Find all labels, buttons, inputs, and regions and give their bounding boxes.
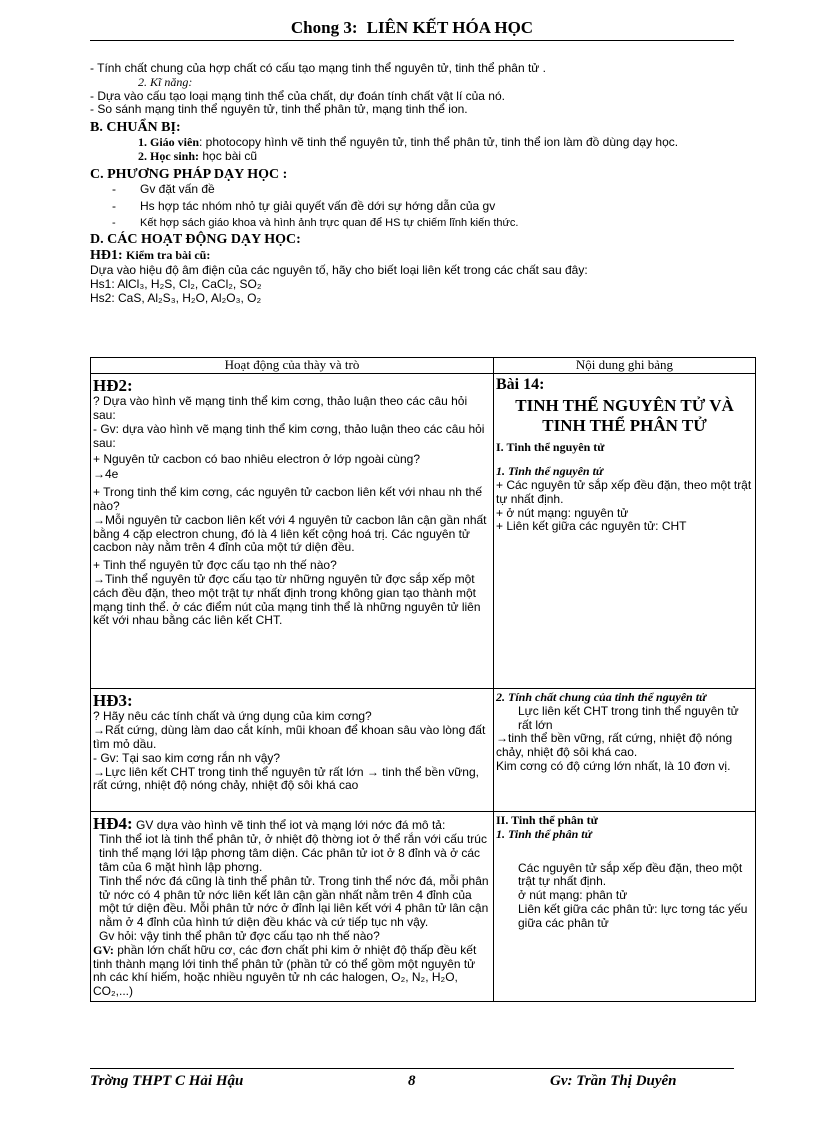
- table-row: [91, 688, 756, 811]
- hd2-text: + Nguyên tử cacbon có bao nhiêu electron ở lớp ngoài cùng?: [93, 451, 420, 466]
- col-activities-header: Hoạt động của thày và trò: [91, 358, 494, 374]
- hd4-text: Tinh thể nớc đá cũng là tinh thể phân tử. Trong tinh thể nớc đá, mỗi phân tử nớc có 4 phân tử nớc liên kết lân cận gần nhất nằm trên 4 đỉnh của một tứ diện đều. Mỗi phân tử nớc ở đỉnh lại liên kết với 4 phân tử lân cận nằm ở 4 đỉnh của hình tứ diện đều khác và cứ tiếp tục nh vậy.: [99, 873, 489, 930]
- content-line: + ở nút mạng: nguyên tử: [496, 505, 629, 520]
- hd3-label: HĐ3:: [93, 690, 133, 710]
- gv-text: phần lớn chất hữu cơ, các đơn chất phi kim ở nhiệt độ thấp đều kết tinh thành mạng lới tinh thể phân tử (phần tử có thể gồm một nguyên tử nh các khí hiếm, hoặc nhiều nguyên tử nh các halogen, O₂, N₂, H₂O, CO₂,...): [93, 942, 477, 999]
- hd2-text: + Trong tinh thể kim cơng, các nguyên tử cacbon liên kết với nhau nh thế nào?: [93, 485, 482, 514]
- hd1-title: Kiểm tra bài cũ:: [126, 248, 211, 263]
- student-prep: [90, 150, 740, 164]
- hd1-line: [90, 248, 740, 264]
- hd1-question: Dựa vào hiệu độ âm điện của các nguyên tố, hãy cho biết loại liên kết trong các chất sau đây:: [90, 263, 588, 278]
- lesson-cell-2: [494, 688, 756, 811]
- section-heading: II. Tinh thể phân tử: [496, 812, 598, 827]
- intro-line: - So sánh mạng tinh thể nguyên tử, tinh thể phân tử, mạng tinh thể ion.: [90, 102, 468, 117]
- table-row: [91, 373, 756, 688]
- activities-heading: D. CÁC HOẠT ĐỘNG DẠY HỌC:: [90, 232, 301, 248]
- lesson-cell-3: [494, 811, 756, 1001]
- chapter-title: LIÊN KẾT HÓA HỌC: [366, 18, 534, 37]
- hd2-answer: → Tinh thể nguyên tử đợc cấu tạo từ những nguyên tử đợc sắp xếp một cách đều đặn, theo một trật tự nhất định trong không gian tạo thành một mạng tinh thể. ở các điểm nút của mạng tinh thể là những nguyên tử liên kết với nhau bằng các liên kết CHT.: [93, 573, 491, 628]
- hd2-text: + Tinh thể nguyên tử đợc cấu tạo nh thế nào?: [93, 558, 337, 573]
- content-line: Lực liên kết CHT trong tinh thể nguyên tử rất lớn: [518, 703, 739, 732]
- hd1-hs1: Hs1: AlCl₃, H₂S, Cl₂, CaCl₂, SO₂: [90, 277, 262, 292]
- content-line: Liên kết giữa các phân tử: lực tơng tác yếu giữa các phân tử: [518, 901, 748, 930]
- hd3-text: ? Hãy nêu các tính chất và ứng dụng của kim cơng?: [93, 709, 372, 724]
- lesson-number: Bài 14:: [496, 375, 545, 393]
- student-label: 2. Học sinh:: [138, 149, 200, 164]
- intro-section: [90, 62, 740, 306]
- hd4-cell: [91, 811, 494, 1001]
- lesson-table: [90, 357, 756, 1002]
- method-item: - Kết hợp sách giáo khoa và hình ảnh trực quan để HS tự chiếm lĩnh kiến thức.: [90, 217, 740, 230]
- hd4-gv: [93, 944, 491, 999]
- hd3-cell: [91, 688, 494, 811]
- footer-page-number: 8: [408, 1073, 416, 1089]
- hd2-cell: [91, 373, 494, 688]
- skills-heading: 2. Kĩ năng:: [138, 74, 193, 89]
- hd1-hs2: Hs2: CaS, Al₂S₃, H₂O, Al₂O₃, O₂: [90, 290, 262, 305]
- footer-school: Trờng THPT C Hải Hậu: [90, 1073, 244, 1089]
- table-row: [91, 811, 756, 1001]
- content-line: Kim cơng có độ cứng lớn nhất, là 10 đơn vị.: [496, 758, 731, 773]
- gv-label: GV:: [93, 942, 114, 957]
- hd2-text: - Gv: dựa vào hình vẽ mạng tinh thể kim cơng, thảo luận theo các câu hỏi sau:: [93, 422, 485, 450]
- content-line: Các nguyên tử sắp xếp đều đặn, theo một trật tự nhất định.: [518, 860, 743, 889]
- hd3-answer: → Rất cứng, dùng làm dao cắt kính, mũi khoan để khoan sâu vào lòng đất tìm mỏ dầu.: [93, 724, 491, 752]
- hd3-text: - Gv: Tại sao kim cơng rắn nh vậy?: [93, 750, 281, 765]
- hd2-answer: → Mỗi nguyên tử cacbon liên kết với 4 nguyên tử cacbon lân cận gần nhất bằng 4 cặp electron chung, đó là 4 liên kết cộng hoá trị. Các nguyên tử cacbon này nằm trên 4 đỉnh của một tứ diện đều.: [93, 514, 491, 555]
- student-text: học bài cũ: [199, 149, 258, 164]
- method-item: - Hs hợp tác nhóm nhỏ tự giải quyết vấn đề dới sự hớng dẫn của gv: [90, 200, 740, 214]
- content-line: + Liên kết giữa các nguyên tử: CHT: [496, 519, 687, 534]
- section-heading: I. Tinh thể nguyên tử: [496, 440, 605, 455]
- prep-heading: B. CHUẨN BỊ:: [90, 120, 181, 136]
- teacher-text: : photocopy hình vẽ tinh thể nguyên tử, tinh thể phân tử, tinh thể ion làm đồ dùng dạy học.: [199, 135, 679, 150]
- footer-teacher: Gv: Trần Thị Duyên: [550, 1073, 677, 1089]
- teacher-label: 1. Giáo viên: [138, 135, 200, 150]
- teacher-prep: [90, 136, 740, 150]
- hd4-text: Gv hỏi: vậy tinh thể phân tử đợc cấu tạo nh thế nào?: [99, 929, 380, 944]
- subsection-heading: 2. Tính chất chung của tinh thể nguyên tử: [496, 689, 707, 704]
- hd2-label: HĐ2:: [93, 375, 133, 395]
- hd4-text: Tinh thể iot là tinh thể phân tử, ở nhiệt độ thờng iot ở thể rắn với cấu trúc tinh thể mạng lới lập phơng tâm diện. Các phân tử iot ở 8 đỉnh và ở các tâm của 6 mặt hình lập phơng.: [99, 832, 487, 875]
- content-line: ở nút mạng: phân tử: [518, 888, 628, 903]
- hd4-label: HĐ4:: [93, 813, 133, 833]
- page-header: [90, 18, 734, 41]
- hd2-answer: → 4e: [93, 468, 491, 482]
- content-line: + Các nguyên tử sắp xếp đều đặn, theo một trật tự nhất định.: [496, 478, 752, 506]
- hd4-text: GV dựa vào hình vẽ tinh thể iot và mạng lới nớc đá mô tả:: [136, 817, 446, 832]
- subsection-heading: 1. Tinh thể nguyên tử: [496, 464, 604, 479]
- lesson-title: TINH THỂ NGUYÊN TỬ VÀ TINH THỂ PHÂN TỬ: [515, 396, 734, 435]
- page-footer: [90, 1068, 734, 1089]
- lesson-cell-1: [494, 373, 756, 688]
- methods-heading: C. PHƯƠNG PHÁP DẠY HỌC :: [90, 166, 288, 182]
- hd2-text: ? Dựa vào hình vẽ mạng tinh thể kim cơng, thảo luận theo các câu hỏi sau:: [93, 394, 468, 423]
- chapter-label: Chong 3:: [290, 18, 358, 37]
- hd3-answer: → Lực liên kết CHT trong tinh thể nguyên tử rất lớn → tinh thể bền vững, rất cứng, nhiệt độ nóng chảy, nhiệt độ sôi khá cao: [93, 766, 491, 794]
- hd4-intro: [93, 814, 491, 834]
- table-header-row: [91, 358, 756, 374]
- content-line: → tinh thể bền vững, rất cứng, nhiệt độ nóng chảy, nhiệt độ sôi khá cao.: [496, 732, 753, 760]
- intro-line: - Dựa vào cấu tạo loại mạng tinh thể của chất, dự đoán tính chất vật lí của nó.: [90, 88, 505, 103]
- col-content-header: Nội dung ghi bảng: [494, 358, 756, 374]
- intro-line: - Tính chất chung của hợp chất có cấu tạo mạng tinh thể nguyên tử, tinh thể phân tử .: [90, 61, 547, 75]
- method-item: - Gv đặt vấn đề: [90, 183, 740, 197]
- hd1-label: HĐ1:: [90, 248, 123, 264]
- subsection-heading: 1. Tinh thể phân tử: [496, 826, 592, 841]
